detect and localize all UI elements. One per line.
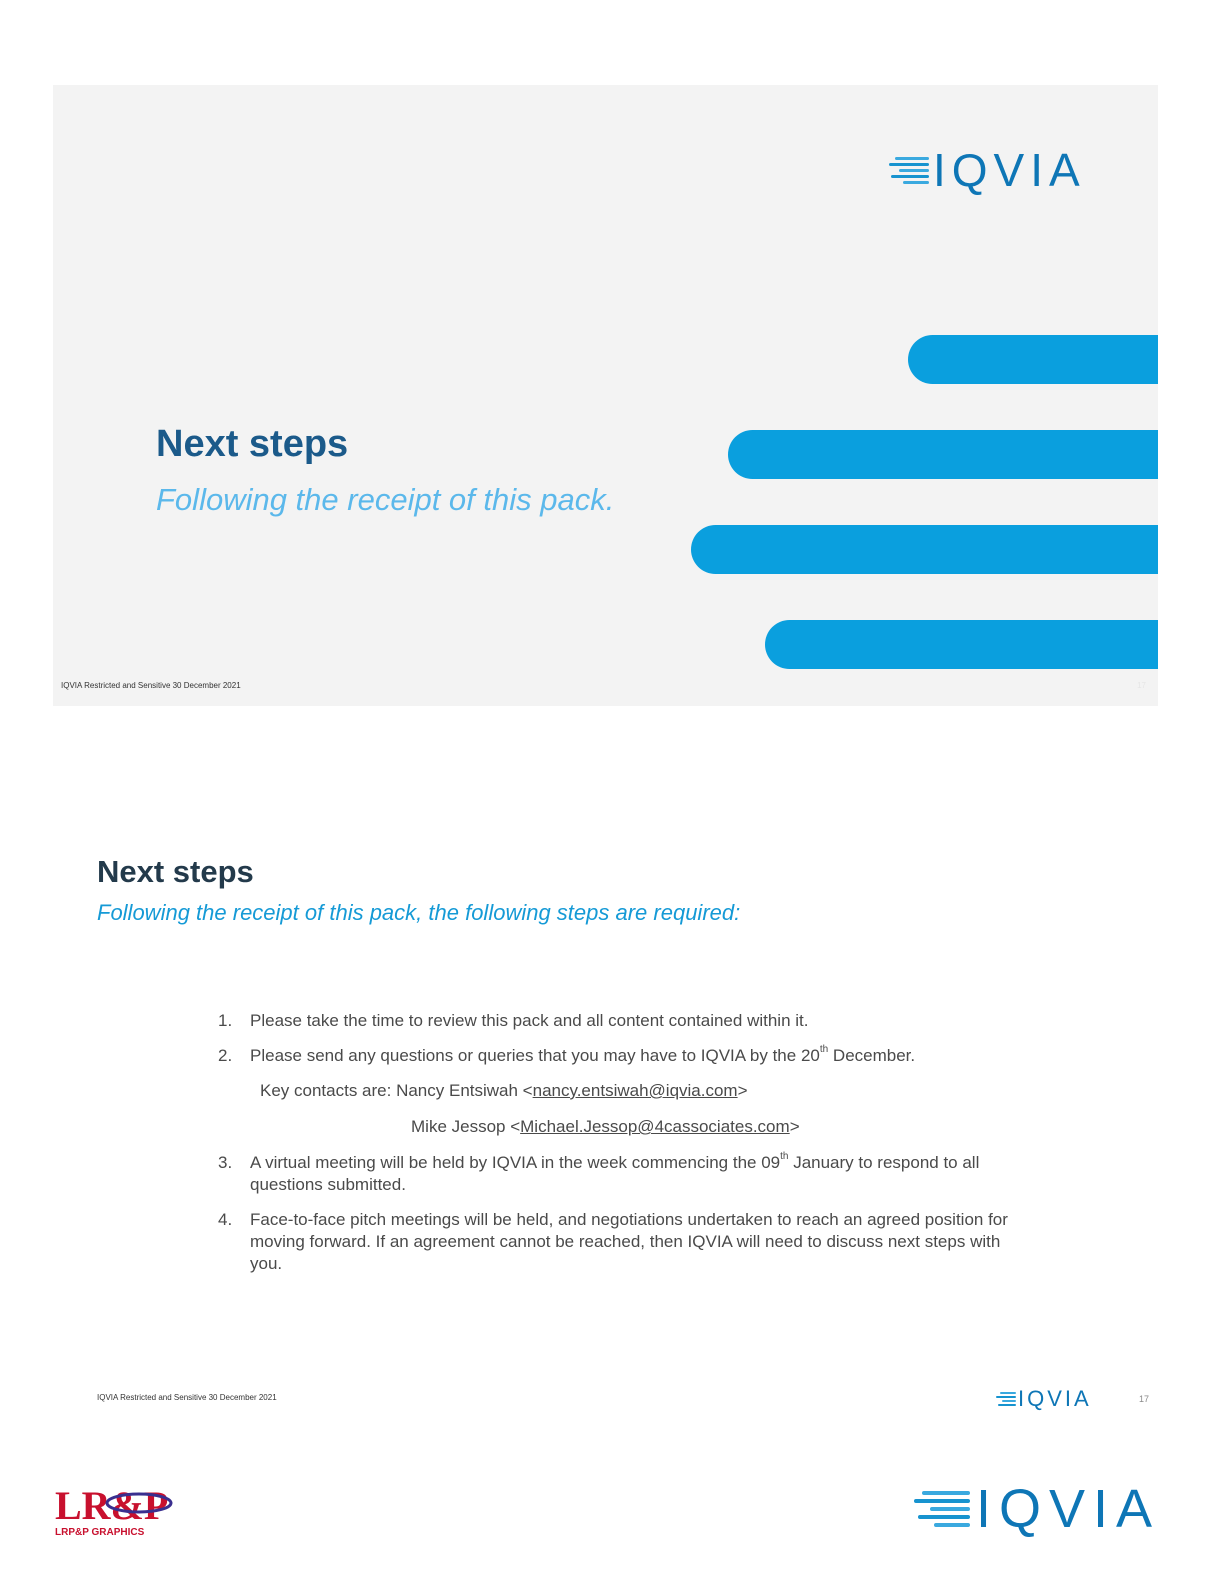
bracket: >: [737, 1081, 748, 1100]
lrpp-graphics-logo: [55, 1483, 180, 1538]
logo-wordmark: IQVIA: [976, 1479, 1161, 1539]
list-item: [218, 1152, 1008, 1196]
step-text: [250, 1045, 1008, 1067]
decorative-bar: [908, 335, 1158, 384]
slide-footer: IQVIA Restricted and Sensitive 30 December 2021: [61, 681, 241, 690]
decorative-bar: [765, 620, 1158, 669]
logo-lines-icon: [889, 155, 929, 185]
iqvia-logo: [996, 1388, 1092, 1410]
list-item: [218, 1045, 1008, 1067]
step-number: 4.: [218, 1210, 233, 1229]
list-item: [218, 1010, 1008, 1032]
step-text: [250, 1152, 1008, 1196]
title-slide: [53, 85, 1158, 706]
step-number: 2.: [218, 1046, 233, 1065]
section-subtitle: Following the receipt of this pack, the following steps are required:: [97, 900, 741, 925]
step-text-part: A virtual meeting will be held by IQVIA in the week commencing the 09: [250, 1153, 781, 1172]
ordinal-suffix: th: [780, 1151, 789, 1163]
contact-line: [218, 1080, 1008, 1102]
email-link[interactable]: Michael.Jessop@4cassociates.com: [520, 1117, 790, 1136]
step-text-part: January to respond to all questions submitted.: [250, 1153, 980, 1194]
contact-name: Mike Jessop <: [411, 1117, 521, 1136]
page-number: 17: [1137, 681, 1146, 690]
logo-lines-icon: [914, 1489, 970, 1529]
list-item: [218, 1209, 1008, 1275]
bracket: >: [789, 1117, 800, 1136]
slide-footer: IQVIA Restricted and Sensitive 30 December 2021: [97, 1393, 277, 1402]
iqvia-logo: [914, 1479, 1161, 1539]
decorative-bar: [691, 525, 1158, 574]
section-title: Next steps: [97, 854, 254, 889]
ordinal-suffix: th: [819, 1044, 829, 1056]
lrpp-mark: LR&P: [55, 1483, 169, 1528]
decorative-bar: [728, 430, 1158, 479]
step-text-part: Please send any questions or queries that you may have to IQVIA by the 20: [250, 1046, 820, 1065]
step-number: 3.: [218, 1153, 233, 1172]
step-text: Face-to-face pitch meetings will be held, and negotiations undertaken to reach an agreed position for moving forward. If an agreement cannot be reached, then IQVIA will need to discuss next steps with you.: [250, 1210, 1008, 1273]
logo-lines-icon: [996, 1391, 1016, 1407]
steps-list: [218, 1010, 1008, 1288]
logo-wordmark: IQVIA: [1018, 1386, 1092, 1411]
lrpp-caption: LRP&P GRAPHICS: [55, 1527, 145, 1538]
contact-line: [218, 1116, 1008, 1138]
step-text-part: December.: [828, 1046, 916, 1065]
contact-label: Key contacts are: Nancy Entsiwah <: [260, 1081, 533, 1100]
logo-wordmark: IQVIA: [933, 144, 1086, 196]
email-link[interactable]: nancy.entsiwah@iqvia.com: [532, 1081, 738, 1100]
step-number: 1.: [218, 1011, 233, 1030]
iqvia-logo: [889, 144, 1086, 196]
slide-title: Next steps: [156, 423, 349, 465]
page-number: 17: [1139, 1394, 1150, 1404]
step-text: Please take the time to review this pack and all content contained within it.: [250, 1011, 809, 1030]
slide-subtitle: Following the receipt of this pack.: [156, 482, 615, 517]
